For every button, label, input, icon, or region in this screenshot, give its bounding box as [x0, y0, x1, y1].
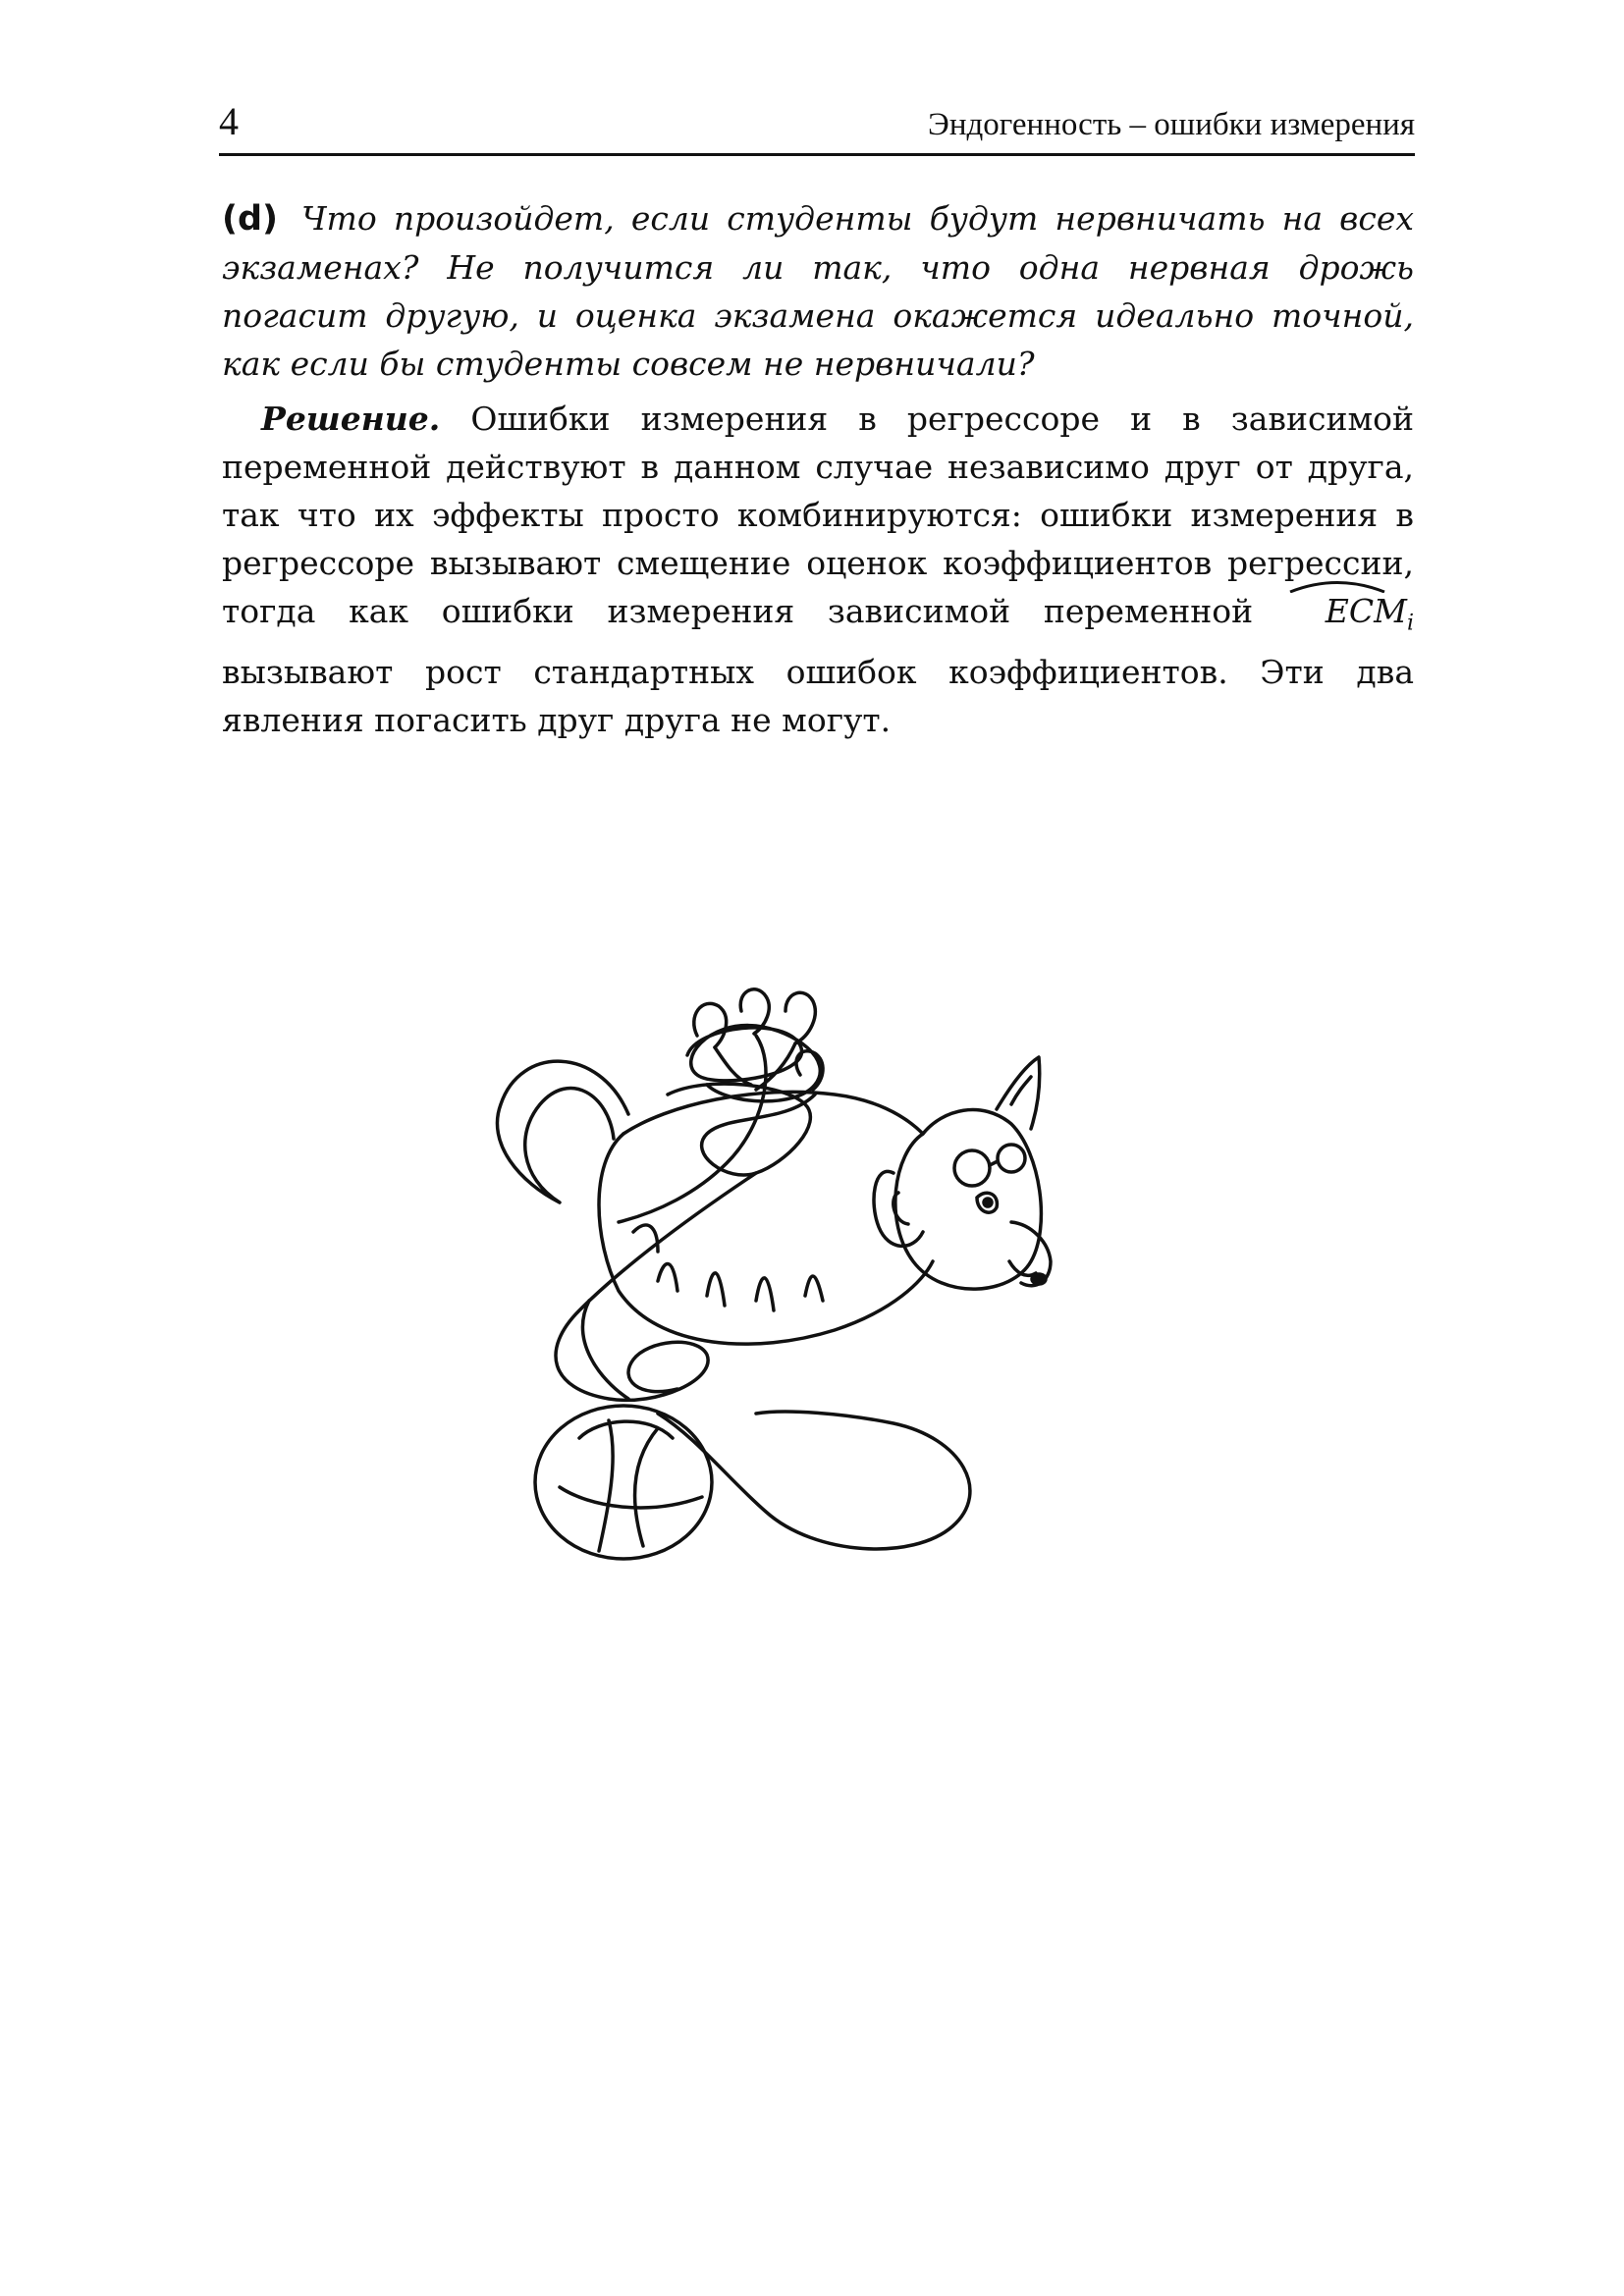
math-subscript: i [1406, 611, 1414, 636]
cat-tail [497, 1061, 628, 1202]
header-rule [219, 153, 1415, 156]
question-label: (d) [222, 199, 279, 239]
math-symbol: ECM [1325, 592, 1407, 630]
cat-body [599, 1134, 933, 1344]
yarn-tangle [687, 1026, 820, 1101]
running-title: Эндогенность – ошибки измерения [928, 107, 1415, 142]
solution-paragraph [222, 395, 1414, 744]
page-number: 4 [219, 99, 239, 143]
solution-text-before: Ошибки измерения в регрессоре и в зависимой переменной действуют в данном случае независимо друг от друга, так что их эффекты просто комбинируются: ошибки измерения в регрессоре вызывают смещение оценок коэффициентов регрессии, тогда как ошибки измерения зависимой переменной [222, 400, 1414, 630]
solution-label: Решение. [261, 400, 441, 438]
page-header [219, 98, 1415, 153]
cat-yarn-illustration [461, 967, 1168, 1634]
solution-text-after: вызывают рост стандартных ошибок коэффициентов. Эти два явления погасить друг друга не могут. [222, 652, 1414, 739]
question-paragraph [222, 194, 1414, 388]
question-text: Что произойдет, если студенты будут нервничать на всех экзаменах? Не получится ли так, что одна нервная дрожь погасит другую, и оценка экзамена окажется идеально точной, как если бы студенты совсем не нервничали? [222, 199, 1414, 383]
math-ecm-hat [1286, 587, 1414, 648]
yarn-string [556, 1173, 756, 1400]
yarn-ball [535, 1406, 712, 1559]
hat-accent-icon [1288, 579, 1386, 593]
cat-head [895, 1110, 1042, 1290]
